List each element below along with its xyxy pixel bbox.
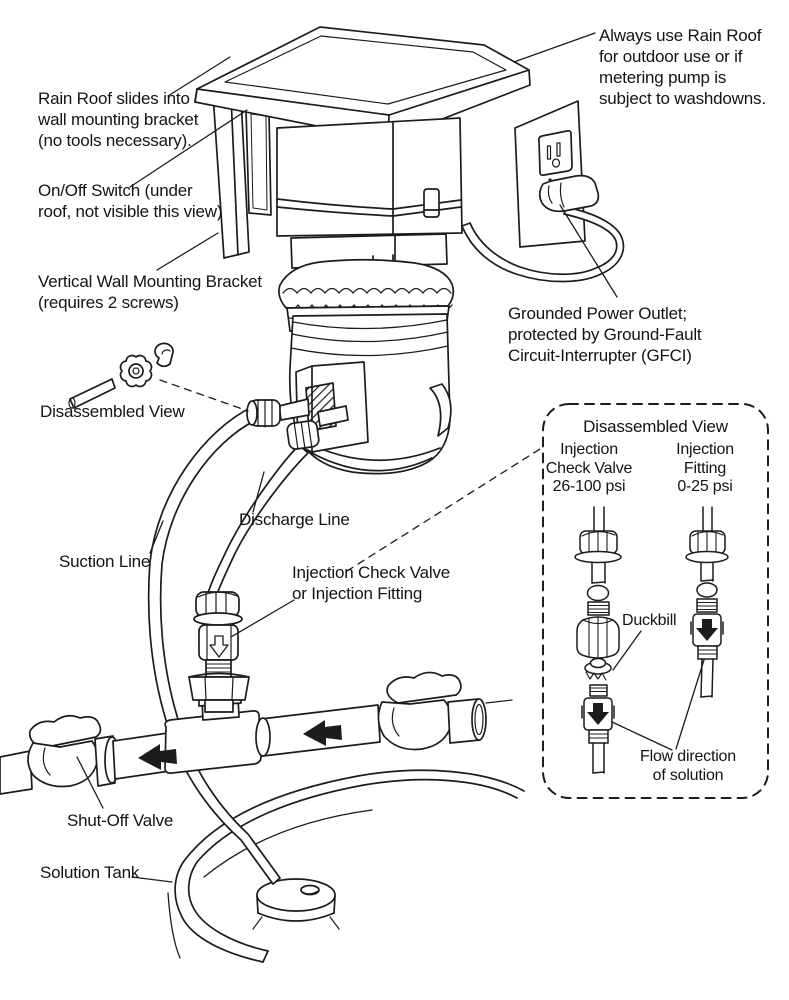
label-on-off-switch [38,180,222,222]
label-disassembled-view-small [40,401,185,422]
label-line: roof, not visible this view) [38,202,223,221]
label-duckbill [622,612,676,631]
label-line: Grounded Power Outlet; [508,304,687,323]
ball-valve-drawing [387,672,461,703]
label-line: Circuit-Interrupter (GFCI) [508,346,692,365]
label-line: Rain Roof slides into [38,89,190,108]
label-line: 26-100 psi [552,478,626,495]
label-mounting-bracket [38,271,262,313]
inset-col-fitting [655,441,755,497]
tee-fitting-drawing [165,711,261,773]
pump-body-drawing [277,118,462,277]
label-discharge-line [239,509,350,530]
label-injection-check-valve [292,562,450,604]
label-solution-tank [40,862,139,883]
label-line: Injection [676,441,734,458]
label-line: for outdoor use or if [599,47,743,66]
label-line: Shut-Off Valve [67,811,174,830]
label-line: Always use Rain Roof [599,26,762,45]
label-line: Injection [560,441,618,458]
inset-title [543,416,768,437]
label-line: Check Valve [545,459,633,477]
label-line: Injection Check Valve [292,563,451,582]
label-suction-line [59,551,150,572]
label-line: or Injection Fitting [292,584,423,603]
label-line: metering pump is [599,68,727,87]
label-line: protected by Ground-Fault [508,325,702,344]
label-shut-off-valve [67,810,173,831]
solution-tank-drawing [168,770,524,962]
label-line: (requires 2 screws) [38,293,179,312]
label-flow-direction [628,748,748,785]
label-line: of solution [652,766,724,784]
label-line: 0-25 psi [677,478,733,495]
label-grounded-outlet [508,303,701,366]
label-line: Disassembled View [583,417,728,436]
inset-check-valve-drawing [575,507,621,773]
label-line: Vertical Wall Mounting Bracket [38,272,262,291]
wall-bracket-drawing [213,94,271,258]
label-line: Disassembled View [40,402,185,421]
label-line: wall mounting bracket [38,110,199,129]
fitting-parts-drawing [69,343,173,408]
outlet-drawing [462,101,623,282]
pump-head-drawing [290,314,451,474]
duckbill-part-drawing [585,659,611,681]
inset-injection-fitting-drawing [686,507,728,697]
label-line: Flow direction [640,748,736,765]
label-line: Suction Line [59,552,151,571]
label-line: (no tools necessary). [38,131,192,150]
label-line: Discharge Line [239,510,350,529]
injection-check-valve-drawing [189,592,249,712]
label-line: Fitting [683,459,727,477]
pipe-assembly-drawing [0,672,512,794]
label-line: Duckbill [622,612,677,629]
label-rain-roof [38,88,198,151]
label-line: Solution Tank [40,863,140,882]
label-always-use-rain-roof [599,25,766,109]
label-line: subject to washdowns. [599,89,766,108]
label-line: On/Off Switch (under [38,181,193,200]
inset-col-check-valve [539,441,639,497]
